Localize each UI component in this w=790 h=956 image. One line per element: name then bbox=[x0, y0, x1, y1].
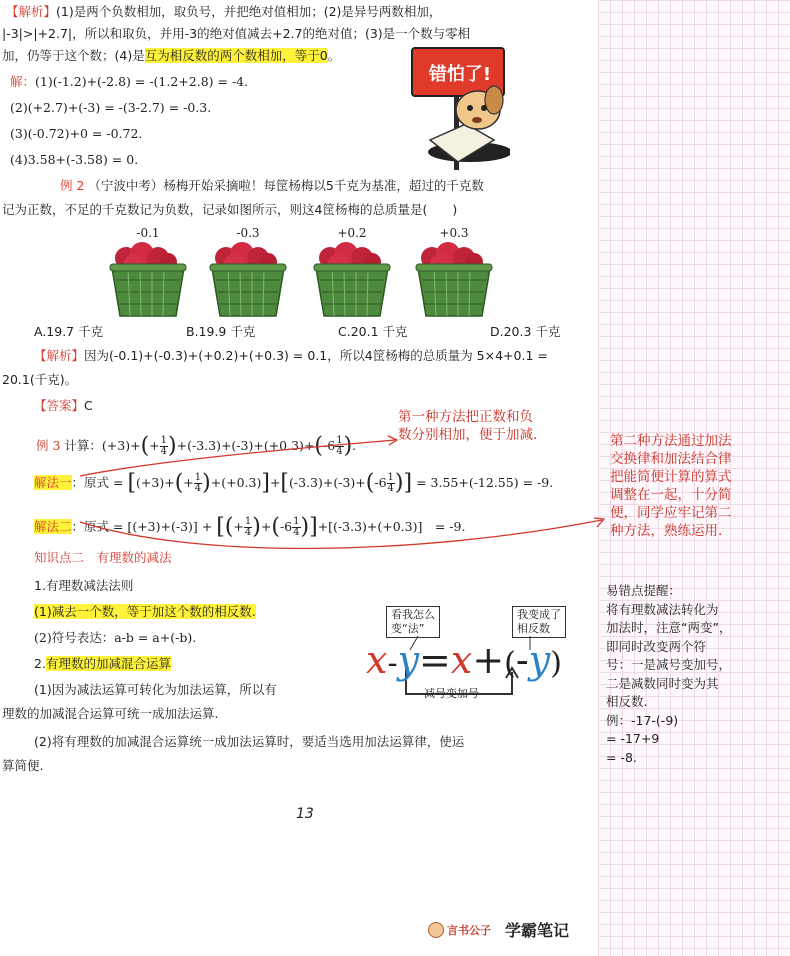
example2-line1: 例 2 （宁波中考）杨梅开始采摘啦！每筐杨梅以5千克为基准，超过的千克数 bbox=[60, 178, 484, 193]
example2-tag: 例 2 bbox=[60, 178, 85, 193]
analysis2-line1: 【解析】因为(-0.1)+(-0.3)+(+0.2)+(+0.3) = 0.1，所以4筐杨梅的总质量为 5×4+0.1 = bbox=[34, 348, 548, 363]
mixed-ops-p2-line1: (2)将有理数的加减混合运算统一成加法运算时，要适当选用加法运算律，使运 bbox=[34, 734, 465, 749]
knowledge2-heading1: 1.有理数减法法则 bbox=[34, 578, 134, 593]
solution-line2: (2)(+2.7)+(-3) = -(3-2.7) = -0.3. bbox=[10, 100, 212, 115]
method2-tag: 解法二 bbox=[34, 519, 72, 534]
knowledge2-title: 知识点二 有理数的减法 bbox=[34, 550, 172, 565]
mixed-ops-p1-line1: (1)因为减法运算可转化为加法运算，所以有 bbox=[34, 682, 277, 697]
analysis1-tag: 【解析】 bbox=[6, 4, 57, 19]
formula-y2: y bbox=[528, 638, 551, 682]
choice-b: B.19.9 千克 bbox=[186, 324, 256, 339]
answer-line: 【答案】C bbox=[34, 398, 93, 413]
brand-logo-icon bbox=[428, 922, 444, 938]
sticker-text: 错怕了! bbox=[428, 64, 492, 85]
method1-tag: 解法一 bbox=[34, 475, 72, 490]
basket-1-label: -0.1 bbox=[136, 226, 160, 240]
choice-a: A.19.7 千克 bbox=[34, 324, 104, 339]
method1-note: 第一种方法把正数和负 数分别相加，便于加减. bbox=[398, 409, 538, 443]
analysis2-line2: 20.1(千克)。 bbox=[2, 372, 78, 387]
mixed-ops-p2-line2: 算简便. bbox=[2, 758, 44, 773]
basket-2-label: -0.3 bbox=[236, 226, 260, 240]
example3-prompt: 例 3 计算：(+3)+(+ $\frac{1}{4}$ )+(-3.3)+(-3)+(+0.3)+(-6 $\frac{1}{4}$ ). bbox=[36, 433, 357, 459]
solution-line1: 解：(1)(-1.2)+(-2.8) = -(1.2+2.8) = -4. bbox=[10, 74, 249, 89]
formula-x1: x bbox=[366, 638, 388, 682]
margin-note-method2: 第二种方法通过加法 交换律和加法结合律 把能简便计算的算式 调整在一起，十分简 便，同学应牢记第二 种方法，熟练运用. bbox=[610, 433, 732, 539]
knowledge2-heading2: 2.有理数的加减混合运算 bbox=[34, 656, 171, 671]
choice-d: D.20.3 千克 bbox=[490, 324, 561, 339]
highlight-opposite-numbers: 互为相反数的两个数相加，等于 bbox=[144, 48, 320, 63]
method1-line: 解法一：原式 = [(+3)+(+ $\frac{1}{4}$ )+(+0.3)]+[(-3.3)+(-3)+(-6 $\frac{1}{4}$ )] = 3.55+(-12.55) = -9. bbox=[34, 470, 554, 496]
subtraction-rule: (1)减去一个数，等于加这个数的相反数. bbox=[34, 604, 256, 619]
subtraction-formula: x-y=x+(-y) bbox=[366, 638, 562, 682]
analysis1-line3: 加，仍等于这个数；(4)是互为相反数的两个数相加，等于0。 bbox=[2, 48, 341, 63]
notebook-title: 学霸笔记 bbox=[505, 921, 570, 940]
example2-line2: 记为正数，不足的千克数记为负数，记录如图所示，则这4筐杨梅的总质量是( ) bbox=[2, 202, 458, 217]
method2-line: 解法二：原式 = [(+3)+(-3)] + [(+ $\frac{1}{4}$ )+(-6 $\frac{1}{4}$ )]+[(-3.3)+(+0.3)] = -9. bbox=[34, 514, 466, 540]
choice-c: C.20.1 千克 bbox=[338, 324, 408, 339]
solution-line3: (3)(-0.72)+0 = -0.72. bbox=[10, 126, 143, 141]
basket-4-label: +0.3 bbox=[439, 226, 469, 240]
diagram-box-left: 看我怎么 变“法” bbox=[386, 606, 440, 638]
formula-y1: y bbox=[397, 638, 420, 682]
diagram-box-right: 我变成了 相反数 bbox=[512, 606, 566, 638]
basket-3-label: +0.2 bbox=[337, 226, 367, 240]
analysis1-line2: |-3|>|+2.7|，所以和取负，并用-3的绝对值减去+2.7的绝对值；(3)是一个数与零相 bbox=[2, 26, 471, 41]
footer-brand: 言书公子 学霸笔记 bbox=[428, 918, 569, 941]
diagram-caption: 减号变加号 bbox=[424, 687, 479, 700]
symbol-expression: (2)符号表达：a-b = a+(-b). bbox=[34, 630, 197, 645]
analysis1-line1: 【解析】(1)是两个负数相加，取负号，并把绝对值相加；(2)是异号两数相加， bbox=[6, 4, 442, 19]
page-number: 13 bbox=[296, 806, 314, 822]
solution-line4: (4)3.58+(-3.58) = 0. bbox=[10, 152, 139, 167]
mixed-ops-p1-line2: 理数的加减混合运算可统一成加法运算. bbox=[2, 706, 219, 721]
margin-note-pitfall: 易错点提醒： 将有理数减法转化为 加法时，注意“两变”， 即同时改变两个符 号：一是减号变加号， 二是减数同时变为其 相反数. 例：-17-(-9) = -17+9 = -8. bbox=[606, 583, 732, 765]
formula-x2: x bbox=[450, 638, 473, 682]
